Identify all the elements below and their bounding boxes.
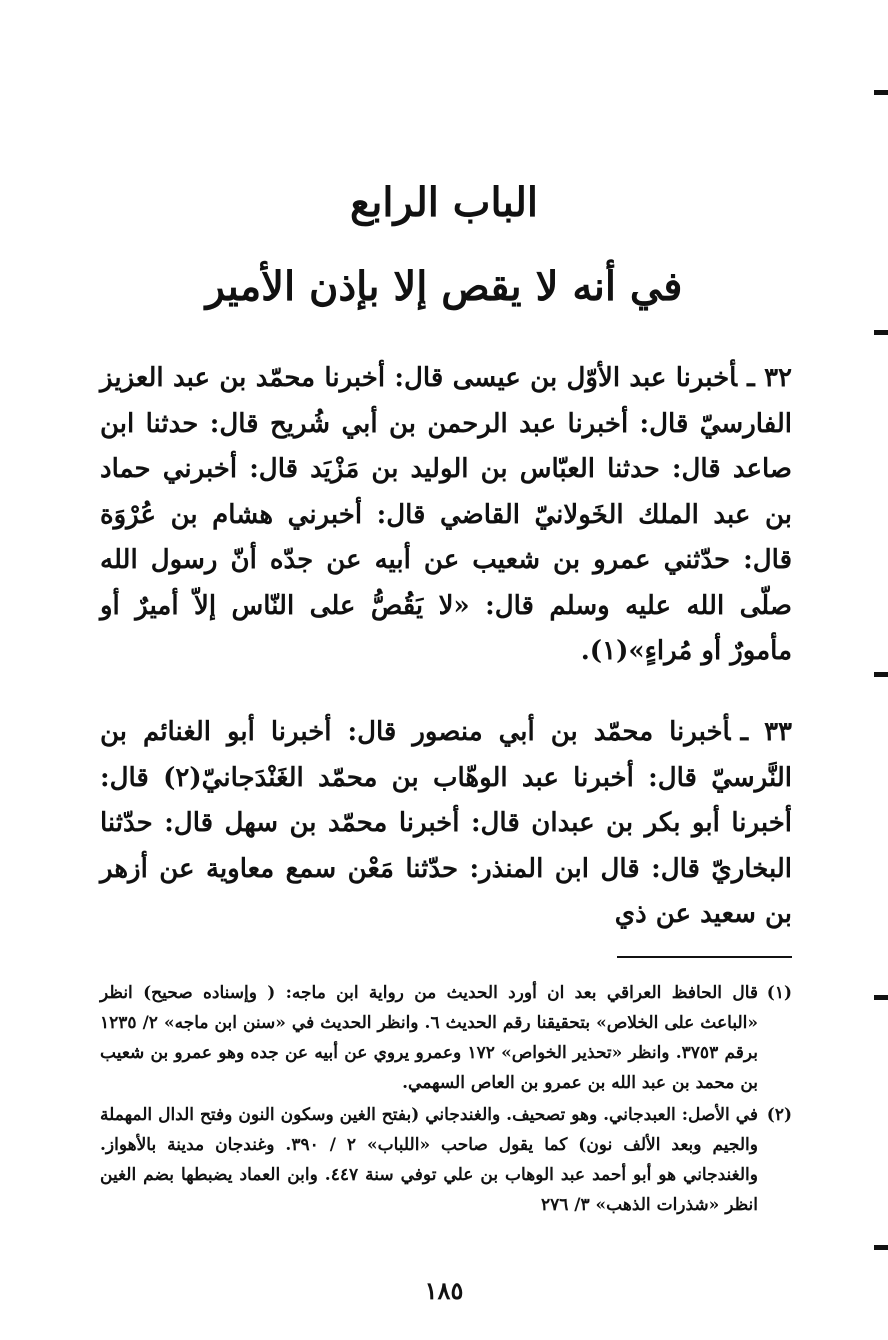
scan-edge-mark (874, 330, 888, 335)
footnote-2 (100, 1100, 792, 1220)
scan-edge-mark (874, 672, 888, 677)
footnote-divider (617, 956, 792, 958)
paragraph-number: ٣٢ ـ (747, 363, 792, 393)
footnote-marker: (٢) (766, 1105, 792, 1125)
footnote-1 (100, 978, 792, 1098)
paragraph-text: أخبرنا محمّد بن أبي منصور قال: أخبرنا أبو الغنائم بن النَّرسيّ قال: أخبرنا عبد الوهّاب بن محمّد الغَنْدَجانيّ(٢) قال: أخبرنا أبو بكر بن عبدان قال: أخبرنا محمّد بن سهل قال: حدّثنا البخاريّ قال: قال ابن المنذر: حدّثنا مَعْن سمع معاوية عن أزهر بن سعيد عن ذي (100, 717, 792, 929)
footnote-marker: (١) (766, 983, 792, 1003)
hadith-paragraph-32 (100, 356, 792, 675)
footnotes-section (100, 978, 792, 1222)
footnote-text: في الأصل: العبدجاني. وهو تصحيف. والغندجاني (بفتح الغين وسكون النون وفتح الدال المهملة والجيم وبعد الألف نون) كما يقول صاحب «اللباب» ٢ / ٣٩٠. وغندجان مدينة بالأهواز. والغندجاني هو أبو أحمد عبد الوهاب بن علي توفي سنة ٤٤٧. وابن العماد يضبطها بضم الغين انظر «شذرات الذهب» ٣/ ٢٧٦ (100, 1105, 758, 1215)
scan-edge-mark (874, 1245, 888, 1250)
paragraph-number: ٣٣ ـ (740, 717, 792, 747)
chapter-subtitle: في أنه لا يقص إلا بإذن الأمير (205, 263, 683, 310)
hadith-paragraph-33 (100, 710, 792, 938)
scan-edge-mark (874, 90, 888, 95)
page-number: ١٨٥ (424, 1276, 464, 1305)
chapter-title: الباب الرابع (349, 179, 539, 226)
footnote-text: قال الحافظ العراقي بعد ان أورد الحديث من رواية ابن ماجه: ( وإسناده صحيح) انظر «الباعث على الخلاص» بتحقيقنا رقم الحديث ٦. وانظر الحديث في «سنن ابن ماجه» ٢/ ١٢٣٥ برقم ٣٧٥٣. وانظر «تحذير الخواص» ١٧٢ وعمرو يروي عن أبيه عن جده وهو عمرو بن شعيب بن محمد بن عبد الله بن عمرو بن العاص السهمي. (100, 983, 758, 1093)
paragraph-text: أخبرنا عبد الأوّل بن عيسى قال: أخبرنا محمّد بن عبد العزيز الفارسيّ قال: أخبرنا عبد الرحمن بن أبي شُريح قال: حدثنا ابن صاعد قال: حدثنا العبّاس بن الوليد بن مَزْيَد قال: أخبرني حماد بن عبد الملك الخَولانيّ القاضي قال: أخبرني هشام بن عُرْوَة قال: حدّثني عمرو بن شعيب عن أبيه عن جدّه أنّ رسول الله صلّى الله عليه وسلم قال: «لا يَقُصُّ على النّاس إلاّ أميرٌ أو مأمورٌ أو مُراءٍ»(١). (100, 363, 792, 666)
scan-edge-mark (874, 995, 888, 1000)
